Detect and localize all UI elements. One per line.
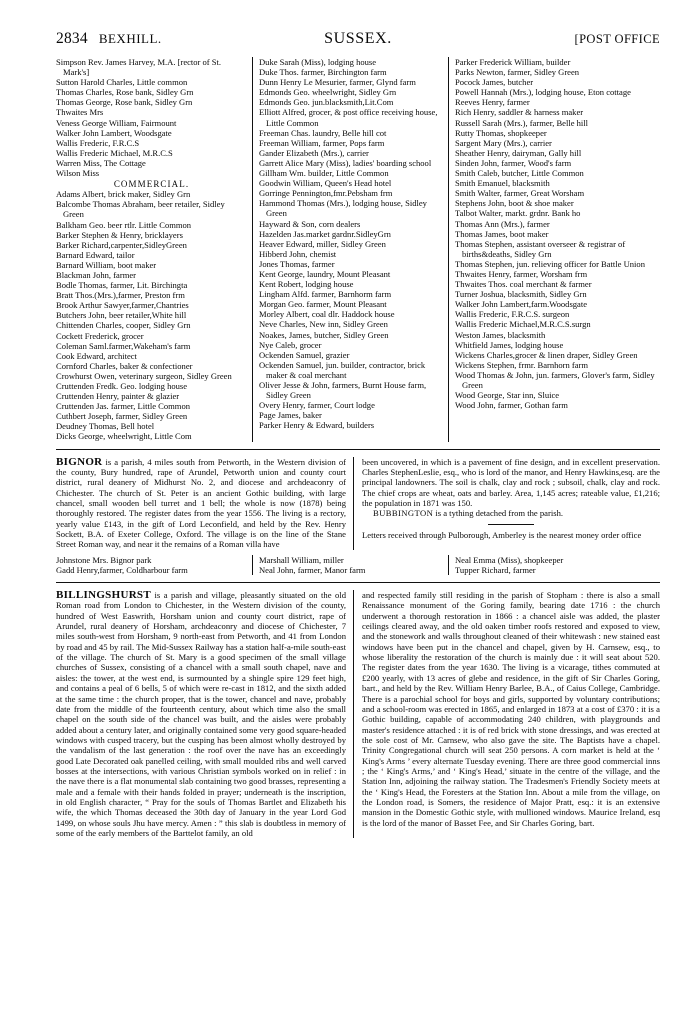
- list-item: Nye Caleb, grocer: [259, 339, 322, 350]
- list-item: Wood Thomas & John, jun. farmers, Glover's farm, Sidley Green: [455, 369, 655, 390]
- list-item: Hibberd John, chemist: [259, 248, 337, 259]
- list-item: Blackman John, farmer: [56, 269, 136, 280]
- list-item: Thwaites Mrs: [56, 107, 104, 118]
- list-item: Duke Thos. farmer, Birchington farm: [259, 67, 387, 78]
- list-item: Thomas James, boot maker: [455, 228, 549, 239]
- list-item: Gander Elizabeth (Mrs.), carrier: [259, 147, 369, 158]
- list-item: Cornford Charles, baker & confectioner: [56, 360, 193, 371]
- bignor-paragraph-cont: been uncovered, in which is a pavement of fine design, and in excellent preservation. Charles StephenLeslie, esq., who is lord of the manor, and Henry Hawkins,esq. are the principal landowners. The soil is chalk, clay and rock ; subsoil, chalk, clay and rock. The chief crops are wheat, oats and barley. Area, 1,145 acres; rateable value, £1,216; the population in 1871 was 150.: [362, 456, 660, 508]
- list-item: Parker Frederick William, builder: [455, 57, 571, 67]
- list-item: Barker Stephen & Henry, bricklayers: [56, 229, 183, 240]
- running-head-section: [POST OFFICE: [574, 32, 660, 46]
- list-item: Whitfield James, lodging house: [455, 339, 564, 350]
- section-divider: [56, 449, 660, 450]
- list-item: Edmonds Geo. jun.blacksmith,Lit.Com: [259, 97, 394, 108]
- page-number: 2834: [56, 30, 88, 47]
- list-item: Cruttenden Fredk. Geo. lodging house: [56, 381, 188, 391]
- list-item: Sutton Harold Charles, Little common: [56, 77, 188, 88]
- section-divider-2: [56, 582, 660, 583]
- list-item: Hazelden Jas.market gardnr.SidleyGrn: [259, 228, 391, 239]
- list-item: Smith Walter, farmer, Great Worsham: [455, 188, 585, 199]
- bignor-article: [56, 457, 660, 550]
- list-item: Tupper Richard, farmer: [455, 564, 536, 575]
- list-item: Pocock James, butcher: [455, 77, 534, 88]
- list-item: Wood John, farmer, Gothan farm: [455, 400, 568, 411]
- list-item: Walker John Lambert,farm.Woodsgate: [455, 299, 588, 310]
- list-item: Powell Hannah (Mrs.), lodging house, Eton cottage: [455, 87, 631, 98]
- list-item: Thwaites Henry, farmer, Worsham frm: [455, 268, 588, 279]
- billingshurst-paragraph: BILLINGSHURST is a parish and village, pleasantly situated on the old Roman road from London to Chichester, in the Western division of the county, hundred of West Easwrith, Horsham union and county court district, rape of Arundel, rural deanery of Horsham, archdeaconry and diocese of Chichester, 7 miles south-west from Horsham, 9 north-east from Petworth, and 41 from London by road and 45 by rail. The Mid-Sussex Railway has a station half-a-mile south-east of the village. The church of St. Mary is a good specimen of the small village churches of Sussex, consisting of a chancel with a small south chapel, nave and aisles: the tower, at the west end, is surmounted by a shingle spire 129 feet high, and contains a peal of 6 bells, 5 of which were re-cast in 1812, and the sixth added at the same time : the church proper, that is the tower, chancel and nave, probably date from the middle of the fourteenth century, about which time also the small chapel on the south side of the chancel was built, and the aisles were probably added about a century later, and originally contained some very good square-headed windows with cusped tracery, but the cusping has been almost wholly destroyed by the vandalism of the last generation : the roof over the nave has an exceedingly good Late Decorated oak panelled ceiling, with small moulded ribs and well carved bosses at the intersections, with various Christian symbols worked on in relief : in the nave there is a flat monumental slab containing two good brasses, representing a male and a female with their hands folded in prayer; underneath is the inscription, in old English character, “ Pray for the souls of Thomas Bartlet and Elizabeth his wife, the which Thomas deceased the 30th day of January in the year Lord God 1499, on whose souls Jhu have mercy. Amen : ” this slab is doubtless in memory of some of the early members of the Barttelot family, an old: [56, 589, 346, 838]
- list-item: Walker John Lambert, Woodsgate: [56, 127, 172, 138]
- list-item: Cockett Frederick, grocer: [56, 330, 144, 341]
- list-item: Sinden John, farmer, Wood's farm: [455, 157, 572, 168]
- list-item: Brook Arthur Sawyer,farmer,Chantries: [56, 300, 189, 311]
- list-item: Neve Charles, New inn, Sidley Green: [259, 319, 388, 330]
- billingshurst-article: [56, 590, 660, 838]
- list-item: Ockenden Samuel, jun. builder, contractor, brick maker & coal merchant: [259, 359, 426, 380]
- list-item: Smith Caleb, butcher, Little Common: [455, 168, 584, 179]
- list-item: Goodwin William, Queen's Head hotel: [259, 178, 392, 189]
- bignor-parish-name: BIGNOR: [56, 455, 103, 468]
- list-item: Wallis Frederic Michael, M.R.C.S: [56, 147, 173, 158]
- running-head-place: BEXHILL.: [98, 31, 162, 46]
- list-item: Cook Edward, architect: [56, 350, 137, 361]
- list-item: Barnard Edward, tailor: [56, 249, 135, 260]
- billingshurst-text-left: [56, 590, 353, 838]
- list-item: Rutty Thomas, shopkeeper: [455, 127, 547, 138]
- list-item: Neal Emma (Miss), shopkeeper: [455, 554, 564, 565]
- list-item: Smith Emanuel, blacksmith: [455, 178, 550, 189]
- list-item: Kent George, laundry, Mount Pleasant: [259, 268, 391, 279]
- list-item: Morley Albert, coal dlr. Haddock house: [259, 309, 395, 320]
- list-item: Barker Richard,carpenter,SidleyGreen: [56, 239, 187, 250]
- bignor-names-column-3: [448, 555, 660, 575]
- list-item: Crowhurst Owen, veterinary surgeon, Sidley Green: [56, 370, 232, 381]
- directory-column-2: [252, 57, 448, 442]
- list-item: Hayward & Son, corn dealers: [259, 218, 361, 229]
- list-item: Thomas Stephen, assistant overseer & registrar of births&deaths, Sidley Grn: [455, 238, 626, 259]
- list-item: Marshall William, miller: [259, 554, 344, 565]
- list-item: Sheather Henry, dairyman, Gally hill: [455, 147, 582, 158]
- list-item: Balkham Geo. beer rtlr. Little Common: [56, 219, 192, 230]
- bignor-paragraph: BIGNOR is a parish, 4 miles south from Petworth, in the Western division of the county, Bury hundred, rape of Arundel, Petworth union and county court district, rural deanery of Midhurst No. 2, and diocese and archdeaconry of Chichester. The church of St. Peter is an ancient Gothic building, with large chancel, small wooden bell turret and 1 bell; the whole is now (1878) being thoroughly restored. The register dates from the year 1556. The living is a rectory, yearly value £143, in the gift of Lord Leconfield, and held by the Rev. Henry Sockett, B.A. of Exeter College, Oxford. The village is on the line of the Stane Street Roman way, and near it the remains of a Roman villa have: [56, 455, 346, 550]
- list-item: Rich Henry, saddler & harness maker: [455, 107, 584, 118]
- list-item: Heaver Edward, miller, Sidley Green: [259, 238, 386, 249]
- bubbington-name: BUBBINGTON: [373, 508, 434, 519]
- list-item: Wallis Frederic Michael,M.R.C.S.surgn: [455, 319, 591, 330]
- list-item: Butchers John, beer retailer,White hill: [56, 310, 187, 321]
- list-item: Freeman William, farmer, Pops farm: [259, 137, 385, 148]
- directory-column-3: [448, 57, 660, 442]
- bignor-name-list: [56, 555, 660, 575]
- list-item: Dunn Henry Le Mesurier, farmer, Glynd farm: [259, 77, 416, 88]
- page-content: [56, 30, 660, 838]
- list-item: Page James, baker: [259, 410, 322, 421]
- list-item: Cuthbert Joseph, farmer, Sidley Green: [56, 411, 188, 422]
- list-item: Gillham Wm. builder, Little Common: [259, 168, 389, 179]
- list-item: Thomas Stephen, jun. relieving officer for Battle Union: [455, 258, 645, 269]
- list-item: Kent Robert, lodging house: [259, 279, 354, 290]
- list-item: Deudney Thomas, Bell hotel: [56, 421, 155, 432]
- list-item: Wickens Charles,grocer & linen draper, Sidley Green: [455, 349, 638, 360]
- bubbington-note: BUBBINGTON is a tything detached from the parish.: [373, 508, 564, 519]
- list-item: Gorringe Pennington,fmr.Pebsham frm: [259, 188, 393, 199]
- list-item: Barnard William, boot maker: [56, 259, 157, 270]
- list-item: Oliver Jesse & John, farmers, Burnt House farm, Sidley Green: [259, 380, 427, 401]
- list-item: Freeman Chas. laundry, Belle hill cot: [259, 127, 387, 138]
- list-item: Hammond Thomas (Mrs.), lodging house, Sidley Green: [259, 198, 427, 219]
- bignor-names-column-2: [252, 555, 448, 575]
- short-divider: [488, 524, 534, 525]
- list-item: Ockenden Samuel, grazier: [259, 349, 350, 360]
- billingshurst-paragraph-cont: and respected family still residing in the parish of Stopham : there is also a small Renaissance monument of the Goring family, bearing date 1716 : the church underwent a thorough restoration in 1866 : a chancel aisle was added, the plaster ceilings cleared away, and the old oaken timber roofs restored and exposed to view, and the stonework and walls throughout cleaned of their whitewash : new stained east windows have been put in the chancel and chapel, given by H. Carnsew, esq., to whose liberality the restoration of the church is mainly due : it will seat about 520. The register dates from the year 1630. The living is a vicarage, tithes commuted at £200 yearly, with 13 acres of glebe and residence, in the gift of Sir Charles Goring, bart., and held by the Rev. William Henry Barlee, B.A., of Caius College, Cambridge. There is a parochial school for boys and girls, supported by voluntary contributions; and a school-room was erected in 1865, and enlarged in 1873 at a cost of £370 : it is a Gothic building, capable of accommodating 240 children, with playgrounds and master's residence attached : it is of red brick with stone dressings, and was erected at the sole cost of Mr. Carnsew, who also gave the site. The Baptists have a chapel. Trinity Congregational church will seat 250 persons. A corn market is held at the ‘ King's Arms ’ every alternate Tuesday evening. There are three good commercial inns ; the ‘ King's Arms,’ and ‘ King's Head,’ situate in the centre of the village, and the Station Inn, adjoining the railway station. The Tradesmen's Friendly Society meets at the ‘ King's Head, the Foresters at the Station Inn. About a mile from the village, on the London road, is Somers, the residence of Major Pratt, esq.: it is an extensive mansion in the Domestic Gothic style, with mullioned windows. Maurice Ireland, esq is the lord of the manor of Basset Fee, and Sir Charles Goring, bart.: [362, 590, 660, 828]
- list-item: Chittenden Charles, cooper, Sidley Grn: [56, 320, 191, 331]
- list-item: Reeves Henry, farmer: [455, 97, 530, 108]
- list-item: Cruttenden Jas. farmer, Little Common: [56, 401, 191, 412]
- list-item: Noakes, James, butcher, Sidley Green: [259, 329, 389, 340]
- list-item: Lingham Alfd. farmer, Barnhorm farm: [259, 289, 392, 300]
- list-item: Garrett Alice Mary (Miss), ladies' boarding school: [259, 157, 432, 168]
- list-item: Johnstone Mrs. Bignor park: [56, 554, 152, 565]
- list-item: Wallis Frederic, F.R.C.S: [56, 137, 140, 148]
- list-item: Thwaites Thos. coal merchant & farmer: [455, 279, 592, 290]
- list-item: Balcombe Thomas Abraham, beer retailer, Sidley Green: [56, 199, 225, 220]
- list-item: Russell Sarah (Mrs.), farmer, Belle hill: [455, 117, 589, 128]
- list-item: Turner Joshua, blacksmith, Sidley Grn: [455, 289, 587, 300]
- list-item: Wood George, Star inn, Sluice: [455, 390, 560, 401]
- list-item: Thomas Ann (Mrs.), farmer: [455, 218, 550, 229]
- list-item: Adams Albert, brick maker, Sidley Grn: [56, 189, 191, 200]
- list-item: Thomas Charles, Rose bank, Sidley Grn: [56, 87, 194, 98]
- list-item: Morgan Geo. farmer, Mount Pleasant: [259, 299, 387, 310]
- bignor-post-note: Letters received through Pulborough, Amberley is the nearest money order office: [362, 529, 642, 540]
- list-item: Dicks George, wheelwright, Little Com: [56, 431, 192, 442]
- bignor-names-column-1: [56, 555, 252, 575]
- list-item: Parker Henry & Edward, builders: [259, 420, 375, 431]
- billingshurst-parish-name: BILLINGSHURST: [56, 589, 151, 602]
- commercial-section-heading: COMMERCIAL.: [113, 179, 190, 190]
- directory-column-1: [56, 57, 252, 442]
- list-item: Coleman Saml.farmer,Wakeham's farm: [56, 340, 191, 351]
- bignor-text-left: [56, 457, 353, 550]
- list-item: Wallis Frederic, F.R.C.S. surgeon: [455, 309, 570, 320]
- list-item: Sargent Mary (Mrs.), carrier: [455, 137, 552, 148]
- bignor-text-right: [353, 457, 660, 550]
- list-item: Weston James, blacksmith: [455, 329, 546, 340]
- list-item: Elliott Alfred, grocer, & post office receiving house, Little Common: [259, 107, 438, 128]
- list-item: Edmonds Geo. wheelwright, Sidley Grn: [259, 87, 397, 98]
- list-item: Wickens Stephen, frmr. Barnhorn farm: [455, 359, 589, 370]
- list-item: Jones Thomas, farmer: [259, 258, 335, 269]
- list-item: Cruttenden Henry, painter & glazier: [56, 391, 180, 402]
- list-item: Bratt Thos.(Mrs.),farmer, Preston frm: [56, 290, 185, 301]
- directory-listing: [56, 57, 660, 442]
- list-item: Bodle Thomas, farmer, Lit. Birchingta: [56, 280, 188, 291]
- list-item: Talbot Walter, markt. grdnr. Bank ho: [455, 208, 581, 219]
- list-item: Gadd Henry,farmer, Coldharbour farm: [56, 564, 188, 575]
- list-item: Duke Sarah (Miss), lodging house: [259, 57, 377, 67]
- running-head: [56, 30, 660, 48]
- list-item: Neal John, farmer, Manor farm: [259, 564, 366, 575]
- billingshurst-text-right: [353, 590, 660, 838]
- running-head-county: SUSSEX.: [324, 30, 392, 47]
- list-item: Thomas George, Rose bank, Sidley Grn: [56, 97, 193, 108]
- list-item: Stephens John, boot & shoe maker: [455, 198, 574, 209]
- list-item: Wilson Miss: [56, 168, 100, 179]
- list-item: Parks Newton, farmer, Sidley Green: [455, 67, 580, 78]
- list-item: Overy Henry, farmer, Court lodge: [259, 400, 375, 411]
- list-item: Simpson Rev. James Harvey, M.A. [rector of St. Mark's]: [56, 57, 222, 78]
- list-item: Veness George William, Fairmount: [56, 117, 177, 128]
- list-item: Warren Miss, The Cottage: [56, 157, 146, 168]
